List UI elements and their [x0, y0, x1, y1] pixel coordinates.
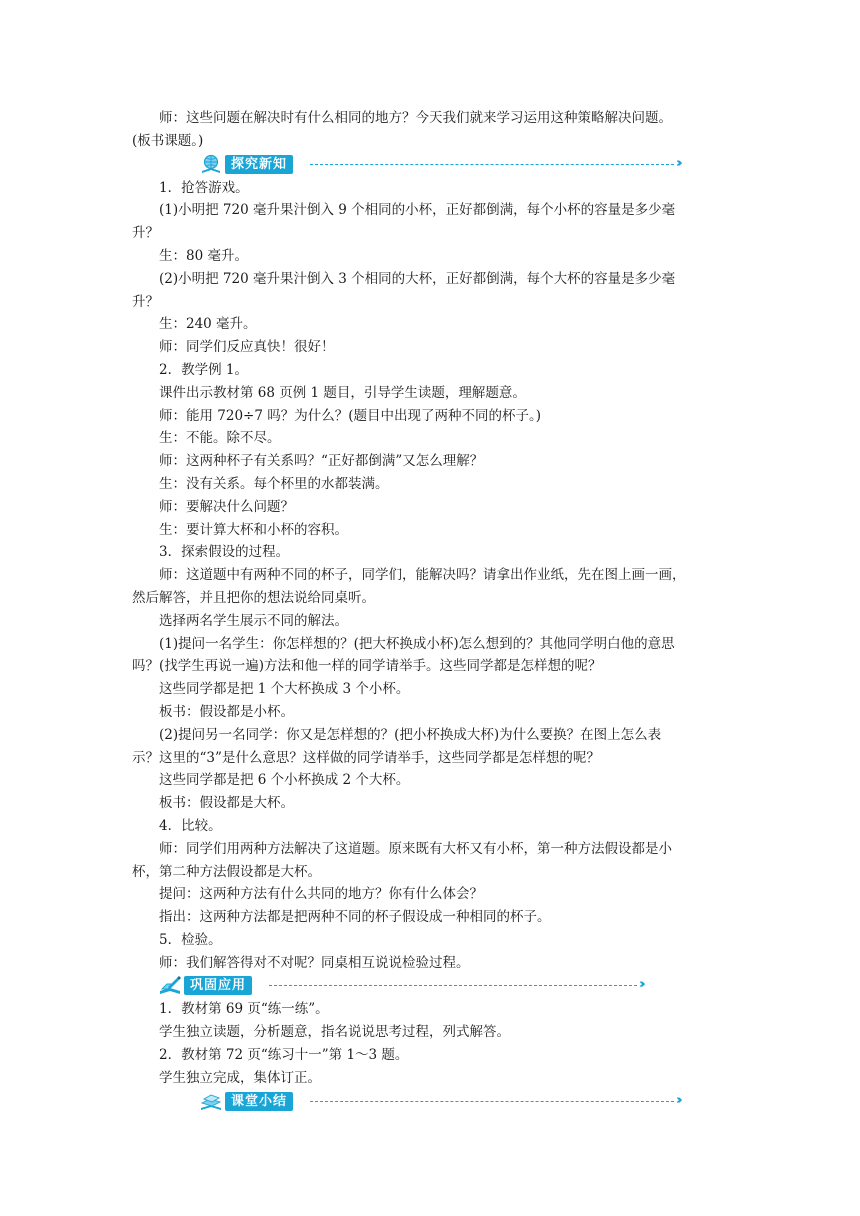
double-chevron-icon: ›› — [676, 1092, 679, 1108]
lesson-content — [132, 107, 732, 1114]
section-divider — [310, 164, 674, 165]
section-header-apply — [132, 974, 732, 998]
text-line: 吗？(找学生再说一遍)方法和他一样的同学请举手。这些同学都是怎样想的呢？ — [132, 658, 602, 675]
text-line: 生：没有关系。每个杯里的水都装满。 — [159, 475, 389, 492]
text-line: (1)小明把 720 毫升果汁倒入 9 个相同的小杯，正好都倒满，每个小杯的容量是多少毫 — [159, 202, 676, 219]
text-line: 提问：这两种方法有什么共同的地方？你有什么体会？ — [159, 886, 483, 903]
text-line: 生：80 毫升。 — [159, 247, 248, 264]
text-line: 1．教材第 69 页“练一练”。 — [159, 1001, 329, 1018]
text-line: 师：这道题中有两种不同的杯子，同学们，能解决吗？请拿出作业纸，先在图上画一画， — [159, 567, 686, 584]
text-line: 生：要计算大杯和小杯的容积。 — [159, 521, 348, 538]
intro-line: 师：这些问题在解决时有什么相同的地方？今天我们就来学习运用这种策略解决问题。 — [159, 110, 672, 126]
text-line: 2．教学例 1。 — [159, 361, 248, 378]
text-line: 然后解答，并且把你的想法说给同桌听。 — [132, 589, 375, 606]
intro-line: (板书课题。) — [132, 132, 204, 149]
section-title: 巩固应用 — [184, 976, 252, 995]
text-line: 师：同学们反应真快！很好！ — [159, 339, 335, 356]
pencil-book-icon — [159, 975, 181, 996]
explore-lines — [132, 177, 732, 975]
books-stack-icon — [200, 1091, 222, 1112]
text-line: 选择两名学生展示不同的解法。 — [159, 612, 348, 629]
section-header-summary — [132, 1090, 732, 1114]
text-line: 板书：假设都是大杯。 — [159, 795, 294, 812]
text-line: 师：我们解答得对不对呢？同桌相互说说检验过程。 — [159, 954, 470, 971]
text-line: 师：同学们用两种方法解决了这道题。原来既有大杯又有小杯，第一种方法假设都是小 — [159, 840, 672, 857]
text-line: 1．抢答游戏。 — [159, 179, 249, 196]
double-chevron-icon: ›› — [639, 977, 642, 993]
text-line: 4．比较。 — [159, 817, 222, 834]
globe-book-icon — [200, 154, 222, 175]
text-line: 2．教材第 72 页“练习十一”第 1～3 题。 — [159, 1047, 409, 1064]
text-line: 学生独立完成，集体订正。 — [159, 1069, 321, 1086]
section-title: 课堂小结 — [225, 1092, 293, 1111]
text-line: 这些同学都是把 1 个大杯换成 3 个小杯。 — [159, 681, 410, 698]
apply-lines — [132, 998, 732, 1089]
text-line: 升？ — [132, 225, 159, 242]
text-line: 3．探索假设的过程。 — [159, 544, 290, 561]
section-title: 探究新知 — [225, 155, 293, 174]
text-line: 杯，第二种方法假设都是大杯。 — [132, 863, 321, 880]
text-line: (1)提问一名学生：你怎样想的？(把大杯换成小杯)怎么想到的？其他同学明白他的意思 — [159, 635, 675, 652]
section-divider — [310, 1101, 674, 1102]
text-line: 课件出示教材第 68 页例 1 题目，引导学生读题，理解题意。 — [159, 384, 526, 401]
text-line: 生：240 毫升。 — [159, 316, 257, 333]
text-line: 学生独立读题，分析题意，指名说说思考过程，列式解答。 — [159, 1024, 510, 1041]
section-header-explore — [132, 153, 732, 177]
text-line: (2)提问另一名同学：你又是怎样想的？(把小杯换成大杯)为什么要换？在图上怎么表 — [159, 726, 662, 743]
text-line: 师：这两种杯子有关系吗？“正好都倒满”又怎么理解？ — [159, 453, 484, 470]
text-line: 板书：假设都是小杯。 — [159, 703, 294, 720]
text-line: 生：不能。除不尽。 — [159, 430, 281, 447]
text-line: 升？ — [132, 293, 159, 310]
text-line: 这些同学都是把 6 个小杯换成 2 个大杯。 — [159, 772, 410, 789]
text-line: 师：要解决什么问题？ — [159, 498, 294, 515]
text-line: 师：能用 720÷7 吗？为什么？(题目中出现了两种不同的杯子。) — [159, 407, 542, 424]
text-line: 指出：这两种方法都是把两种不同的杯子假设成一种相同的杯子。 — [159, 909, 551, 926]
double-chevron-icon: ›› — [676, 155, 679, 171]
text-line: 5．检验。 — [159, 931, 222, 948]
text-line: (2)小明把 720 毫升果汁倒入 3 个相同的大杯，正好都倒满，每个大杯的容量是多少毫 — [159, 270, 676, 287]
section-divider — [269, 985, 637, 986]
text-line: 示？这里的“3”是什么意思？这样做的同学请举手，这些同学都是怎样想的呢？ — [132, 749, 600, 766]
